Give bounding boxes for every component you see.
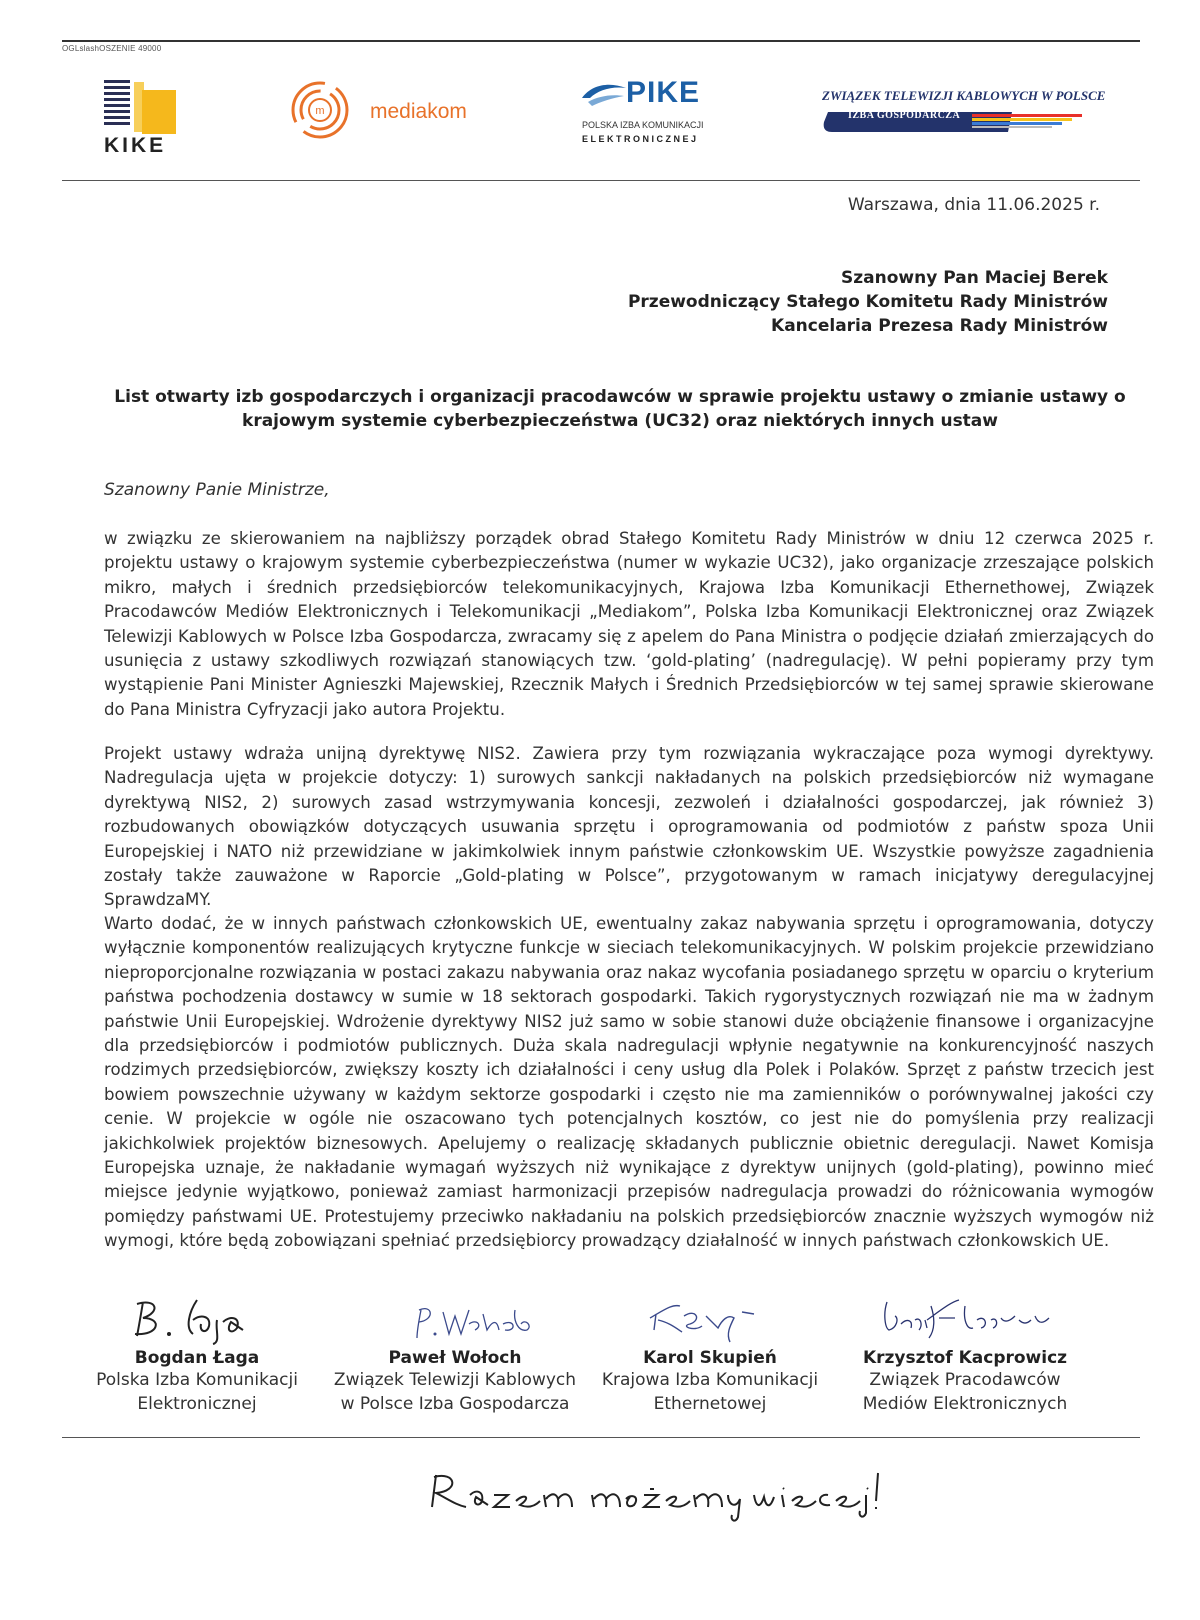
letter-subject: List otwarty izb gospodarczych i organizacji pracodawców w sprawie projektu ustawy o zmianie ustawy o krajowym systemie cyberbezpieczeństwa (UC32) oraz niektórych innych ustaw bbox=[114, 387, 1126, 431]
signer-organization: Polska Izba Komunikacji bbox=[96, 1370, 298, 1390]
signatures-section bbox=[62, 1290, 1140, 1430]
handwritten-signature-icon bbox=[855, 1290, 1075, 1346]
handwritten-signature-icon bbox=[355, 1290, 555, 1346]
mediakom-circle-icon bbox=[290, 80, 350, 140]
document-stamp: OGLslashOSZENIE 49000 bbox=[62, 44, 162, 53]
mediakom-logo bbox=[290, 80, 490, 150]
footer-divider bbox=[62, 1437, 1140, 1438]
signature-block bbox=[325, 1290, 585, 1416]
signature-block bbox=[67, 1290, 327, 1416]
pike-logo-text: PIKE bbox=[626, 76, 701, 109]
signer-organization: Związek Pracodawców bbox=[869, 1370, 1061, 1390]
body-paragraph: w związku ze skierowaniem na najbliższy porządek obrad Stałego Komitetu Rady Ministrów w dniu 12 czerwca 2025 r. projektu ustawy o krajowym systemie cyberbezpieczeństwa (numer w wykazie UC32), jako organizacje zrzeszające polskich mikro, małych i średnich przedsiębiorców telekomunikacyjnych, Krajowa Izba Komunikacji Ethernethowej, Związek Pracodawców Mediów Elektronicznych i Telekomunikacji „Mediakom”, Polska Izba Komunikacji Elektronicznej oraz Związek Telewizji Kablowych w Polsce Izba Gospodarcza, zwracamy się z apelem do Pana Ministra o podjęcie działań zmierzających do usunięcia z ustawy szkodliwych rozwiązań stanowiących tzw. ‘gold-plating’ (nadregulację). W pełni popieramy przy tym wystąpienie Pani Minister Agnieszki Majewskiej, Rzecznik Małych i Średnich Przedsiębiorców w tej samej sprawie skierowane do Pana Ministra Cyfryzacji jako autora Projektu. bbox=[104, 529, 1154, 719]
motto-handwritten bbox=[0, 1455, 1200, 1545]
signer-organization: w Polsce Izba Gospodarcza bbox=[340, 1394, 570, 1414]
signer-name: Karol Skupień bbox=[643, 1348, 777, 1368]
addressee-line: Szanowny Pan Maciej Berek bbox=[841, 268, 1108, 288]
header-divider bbox=[62, 180, 1140, 181]
signature-block bbox=[835, 1290, 1095, 1416]
pike-swoosh-icon bbox=[580, 80, 630, 110]
body-paragraph: Projekt ustawy wdraża unijną dyrektywę NIS2. Zawiera przy tym rozwiązania wykraczające poza wymogi dyrektywy. Nadregulacja ujęta w projekcie dotyczy: 1) surowych sankcji nakładanych na polskich przedsiębiorców niż wymagane dyrektywą NIS2, 2) surowych zasad wstrzymywania koncesji, zezwoleń i działalności gospodarczej, jak również 3) rozbudowanych obowiązków dotyczących usuwania sprzętu i oprogramowania od podmiotów z państw spoza Unii Europejskiej i NATO niż przewidziane w jakimkolwiek innym państwie członkowskim UE. Wszystkie powyższe zagadnienia zostały także zauważone w Raporcie „Gold-plating w Polsce”, przygotowanym w ramach inicjatywy deregulacyjnej SprawdzaMY. bbox=[104, 744, 1154, 910]
mediakom-logo-text: mediakom bbox=[370, 100, 467, 123]
signer-organization: Elektronicznej bbox=[137, 1394, 257, 1414]
pike-logo-subtitle-2: ELEKTRONICZNEJ bbox=[582, 134, 699, 144]
handwritten-signature-icon bbox=[610, 1290, 810, 1346]
letter-greeting: Szanowny Panie Ministrze, bbox=[104, 480, 330, 500]
signer-name: Bogdan Łaga bbox=[134, 1348, 260, 1368]
kike-bars-icon bbox=[104, 80, 130, 128]
signer-name: Paweł Wołoch bbox=[388, 1348, 522, 1368]
logo-header bbox=[62, 70, 1140, 170]
addressee-block bbox=[628, 266, 1108, 338]
letter-date: Warszawa, dnia 11.06.2025 r. bbox=[847, 195, 1100, 215]
ztk-logo bbox=[822, 84, 1122, 144]
kike-logo bbox=[104, 80, 184, 157]
addressee-line: Kancelaria Prezesa Rady Ministrów bbox=[771, 316, 1108, 336]
signer-organization: Ethernetowej bbox=[653, 1394, 767, 1414]
top-border-line bbox=[62, 40, 1140, 42]
addressee-line: Przewodniczący Stałego Komitetu Rady Ministrów bbox=[627, 292, 1108, 312]
signer-organization: Mediów Elektronicznych bbox=[862, 1394, 1068, 1414]
handwritten-signature-icon bbox=[97, 1290, 297, 1346]
signer-name: Krzysztof Kacprowicz bbox=[862, 1348, 1068, 1368]
body-paragraph: Warto dodać, że w innych państwach członkowskich UE, ewentualny zakaz nabywania sprzętu i oprogramowania, dotyczy wyłącznie komponentów realizujących krytyczne funkcje w sieciach telekomunikacyjnych. W polskim projekcie przewidziano nieproporcjonalne rozwiązania w postaci zakazu nabywania oraz nakaz wycofania posiadanego sprzętu w oparciu o kryterium państwa pochodzenia dostawcy w sumie w 18 sektorach gospodarki. Takich rygorystycznych rozwiązań nie ma w żadnym państwie Unii Europejskiej. Wdrożenie dyrektywy NIS2 już samo w sobie stanowi duże obciążenie finansowe i organizacyjne dla przedsiębiorców i podmiotów publicznych. Duża skala nadregulacji wpłynie negatywnie na konkurencyjność naszych rodzimych przedsiębiorców, zwiększy koszty ich działalności i ceny usług dla Polek i Polaków. Sprzęt z państw trzecich jest bowiem powszechnie używany w każdym sektorze gospodarki i często nie ma zamienników o porównywalnej jakości czy cenie. W projekcie w ogóle nie oszacowano tych potencjalnych kosztów, co jest nie do pomyślenia przy realizacji jakichkolwiek projektów biznesowych. Apelujemy o realizację składanych publicznie obietnic deregulacji. Nawet Komisja Europejska uznaje, że nakładanie wymagań wyższych niż wynikające z dyrektyw unijnych (gold-plating), powinno mieć miejsce jedynie wyjątkowo, ponieważ zamiast harmonizacji przepisów nadregulacja prowadzi do różnicowania wymogów pomiędzy państwami UE. Protestujemy przeciwko nakładaniu na polskich przedsiębiorców znacznie wyższych wymogów niż wymogi, które będą zobowiązani spełniać przedsiębiorcy prowadzący działalność w innych państwach członkowskich UE. bbox=[104, 914, 1154, 1251]
kike-logo-text: KIKE bbox=[104, 134, 167, 157]
ztk-logo-title: ZWIĄZEK TELEWIZJI KABLOWYCH W POLSCE bbox=[822, 88, 1106, 103]
pike-logo bbox=[580, 76, 740, 150]
signature-block bbox=[580, 1290, 840, 1416]
ztk-logo-subtitle: IZBA GOSPODARCZA bbox=[848, 110, 961, 121]
signer-organization: Związek Telewizji Kablowych bbox=[333, 1370, 577, 1390]
svg-text:m: m bbox=[315, 105, 325, 117]
signer-organization: Krajowa Izba Komunikacji bbox=[601, 1370, 819, 1390]
pike-logo-subtitle: POLSKA IZBA KOMUNIKACJI bbox=[582, 120, 704, 130]
